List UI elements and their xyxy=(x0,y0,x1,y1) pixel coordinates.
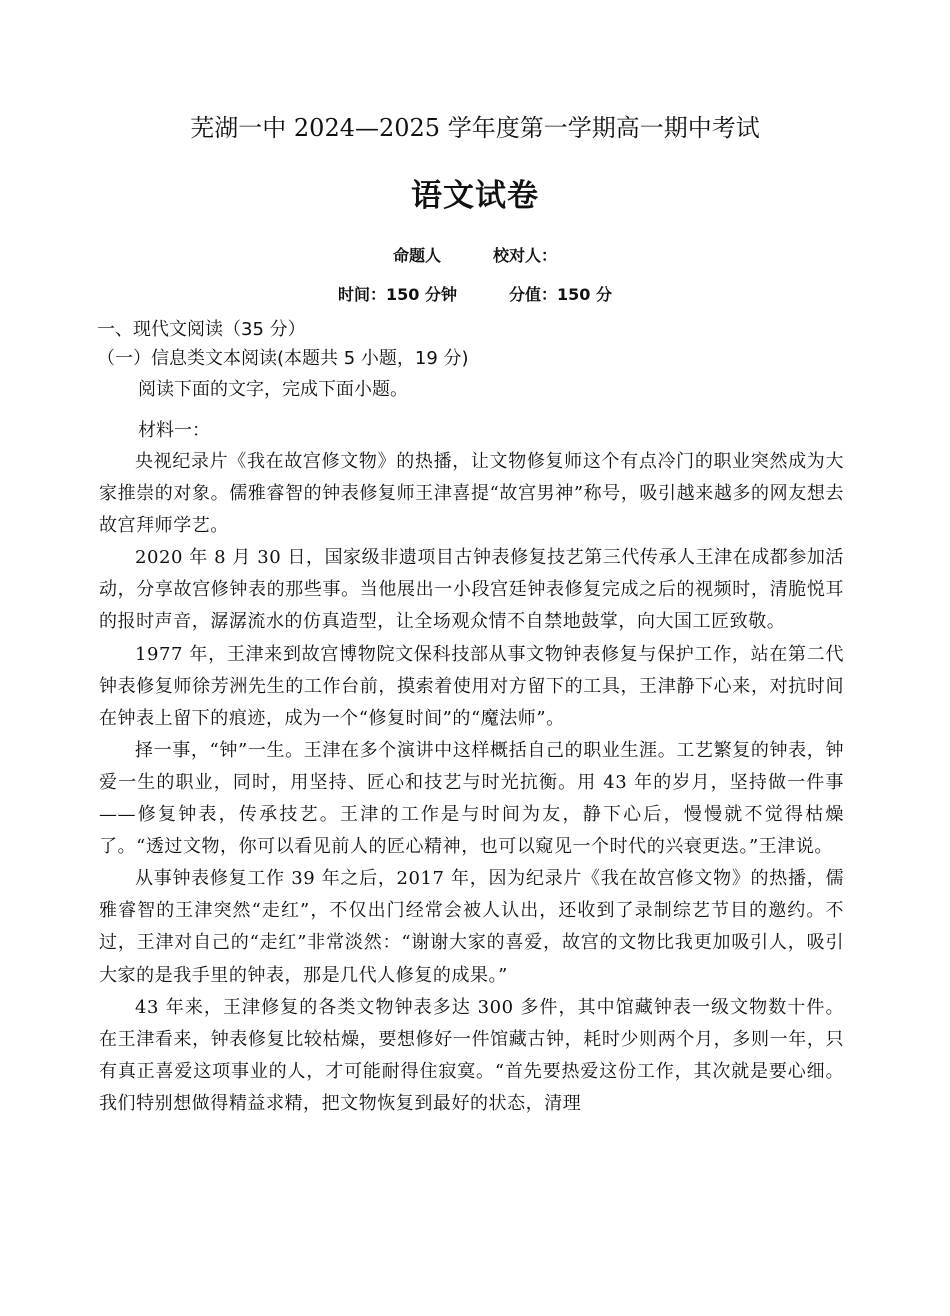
subsection-heading: （一）信息类文本阅读(本题共 5 小题，19 分) xyxy=(97,348,469,369)
exam-title: 芜湖一中 2024—2025 学年度第一学期高一期中考试 xyxy=(190,114,760,142)
reading-instruction: 阅读下面的文字，完成下面小题。 xyxy=(138,379,408,400)
passage-paragraph: 2020 年 8 月 30 日，国家级非遗项目古钟表修复技艺第三代传承人王津在成都参加活动，分享故宫修钟表的那些事。当他展出一小段宫廷钟表修复完成之后的视频时，清脆悦耳的报时声音，潺潺流水的仿真造型，让全场观众情不自禁地鼓掌，向大国工匠致敬。 xyxy=(99,547,844,633)
material-label: 材料一： xyxy=(138,420,210,441)
score-label: 分值：150 分 xyxy=(509,285,612,304)
time-label: 时间：150 分钟 xyxy=(338,285,457,304)
time-score-line xyxy=(0,284,950,306)
section-heading: 一、现代文阅读（35 分） xyxy=(97,319,306,340)
setter-label: 命题人 xyxy=(392,246,441,265)
passage-paragraph: 1977 年，王津来到故宫博物院文保科技部从事文物钟表修复与保护工作，站在第二代钟表修复师徐芳洲先生的工作台前，摸索着使用对方留下的工具，王津静下心来，对抗时间在钟表上留下的痕迹，成为一个“修复时间”的“魔法师”。 xyxy=(99,643,844,729)
passage-paragraph: 43 年来，王津修复的各类文物钟表多达 300 多件，其中馆藏钟表一级文物数十件。在王津看来，钟表修复比较枯燥，要想修好一件馆藏古钟，耗时少则两个月，多则一年，只有真正喜爱这项事业的人，才可能耐得住寂寞。“首先要热爱这份工作，其次就是要心细。我们特别想做得精益求精，把文物恢复到最好的状态，清理 xyxy=(99,996,844,1114)
passage-paragraph: 择一事，“钟”一生。王津在多个演讲中这样概括自己的职业生涯。工艺繁复的钟表，钟爱一生的职业，同时，用坚持、匠心和技艺与时光抗衡。用 43 年的岁月，坚持做一件事——修复钟表，传承技艺。王津的工作是与时间为友，静下心后，慢慢就不觉得枯燥了。“透过文物，你可以看见前人的匠心精神，也可以窥见一个时代的兴衰更迭。”王津说。 xyxy=(99,739,844,858)
author-line xyxy=(0,245,950,267)
checker-label: 校对人： xyxy=(493,246,558,265)
passage-body xyxy=(99,446,844,1120)
paper-title: 语文试卷 xyxy=(411,178,539,214)
passage-paragraph: 从事钟表修复工作 39 年之后，2017 年，因为纪录片《我在故宫修文物》的热播，儒雅睿智的王津突然“走红”，不仅出门经常会被人认出，还收到了录制综艺节目的邀约。不过，王津对自己的“走红”非常淡然：“谢谢大家的喜爱，故宫的文物比我更加吸引人，吸引大家的是我手里的钟表，那是几代人修复的成果。” xyxy=(99,868,844,986)
passage-paragraph: 央视纪录片《我在故宫修文物》的热播，让文物修复师这个有点冷门的职业突然成为大家推崇的对象。儒雅睿智的钟表修复师王津喜提“故宫男神”称号，吸引越来越多的网友想去故宫拜师学艺。 xyxy=(99,451,844,537)
